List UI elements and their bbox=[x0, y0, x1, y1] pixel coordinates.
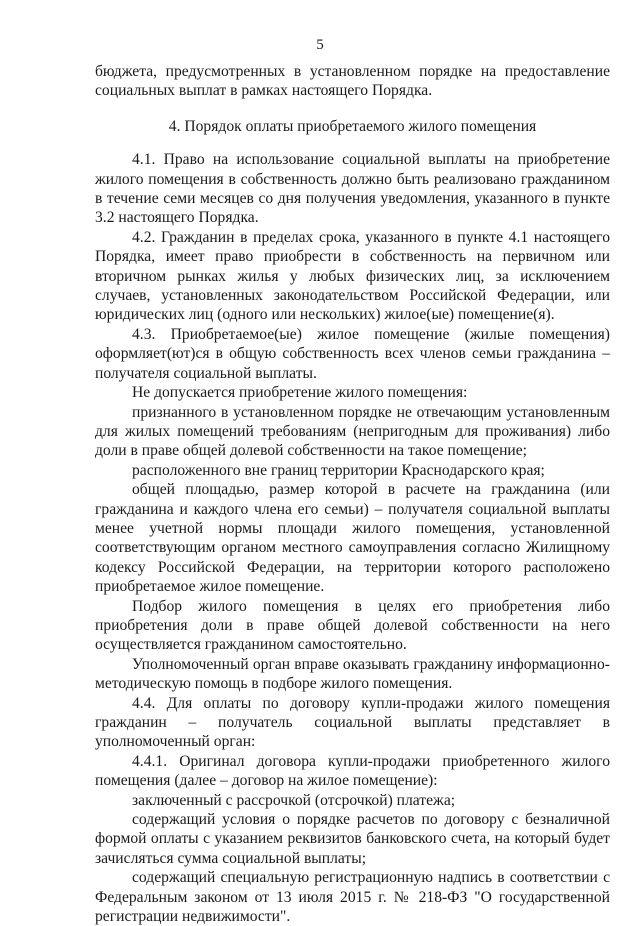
paragraph-prohibition: Не допускается приобретение жилого помещения: bbox=[132, 384, 468, 402]
section-heading: 4. Порядок оплаты приобретаемого жилого помещения bbox=[168, 117, 537, 135]
paragraph-4-2: 4.2. Гражданин в пределах срока, указанного в пункте 4.1 настоящего Порядка, имеет право приобрести в собственность на первичном или вторичном рынках жилья у любых физических лиц, за исключением случаев, установленных законодательством Российской Федерации, или юридических лиц (одного или нескольких) жилое(ые) помещение(я). bbox=[95, 228, 610, 324]
paragraph-4-4-1: 4.4.1. Оригинал договора купли-продажи приобретенного жилого помещения (далее – договор на жилое помещение): bbox=[95, 752, 610, 790]
paragraph-area-norm: общей площадью, размер которой в расчете на гражданина (или гражданина и каждого члена его семьи) – получателя социальной выплаты менее учетной нормы площади жилого помещения, установленной соответствующим органом местного самоуправления согласно Жилищному кодексу Российской Федерации, на территории которого расположено приобретаемое жилое помещение. bbox=[95, 481, 610, 596]
page-number: 5 bbox=[316, 37, 324, 53]
document-body bbox=[95, 62, 610, 926]
paragraph-registration: содержащий специальную регистрационную надпись в соответствии с Федеральным законом от 13 июля 2015 г. № 218-ФЗ "О государственной регистрации недвижимости". bbox=[95, 869, 610, 926]
paragraph-outside-region: расположенного вне границ территории Краснодарского края; bbox=[132, 461, 545, 479]
paragraph-unfit-housing: признанного в установленном порядке не отвечающим установленным для жилых помещений требованиям (непригодным для проживания) либо доли в праве общей долевой собственности на такое помещение; bbox=[95, 403, 610, 460]
paragraph-assistance: Уполномоченный орган вправе оказывать гражданину информационно-методическую помощь в подборе жилого помещения. bbox=[95, 655, 610, 693]
paragraph-selection: Подбор жилого помещения в целях его приобретения либо приобретения доли в праве общей долевой собственности на него осуществляется гражданином самостоятельно. bbox=[95, 597, 610, 654]
paragraph-4-3: 4.3. Приобретаемое(ые) жилое помещение (жилые помещения) оформляет(ют)ся в общую собственность всех членов семьи гражданина – получателя социальной выплаты. bbox=[95, 325, 610, 382]
paragraph-installment: заключенный с рассрочкой (отсрочкой) платежа; bbox=[132, 791, 456, 809]
paragraph-4-4: 4.4. Для оплаты по договору купли-продажи жилого помещения гражданин – получатель социальной выплаты представляет в уполномоченный орган: bbox=[95, 694, 610, 751]
paragraph-4-1: 4.1. Право на использование социальной выплаты на приобретение жилого помещения в собственность должно быть реализовано гражданином в течение семи месяцев со дня получения уведомления, указанного в пункте 3.2 настоящего Порядка. bbox=[95, 151, 610, 227]
intro-paragraph: бюджета, предусмотренных в установленном порядке на предоставление социальных выплат в рамках настоящего Порядка. bbox=[95, 63, 610, 100]
paragraph-payment-terms: содержащий условия о порядке расчетов по договору с безналичной формой оплаты с указанием реквизитов банковского счета, на который будет зачисляться сумма социальной выплаты; bbox=[95, 811, 610, 867]
